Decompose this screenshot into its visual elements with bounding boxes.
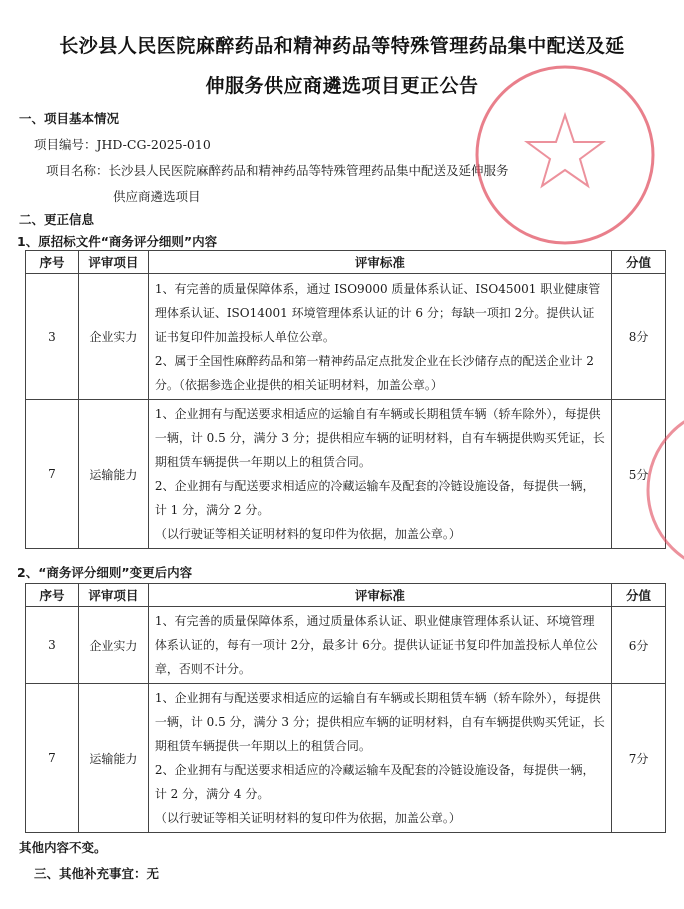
col-no: 序号: [26, 584, 79, 607]
row-score: 7分: [612, 684, 666, 833]
table-header-row: [26, 251, 666, 274]
row-no: 3: [26, 274, 79, 400]
col-item: 评审项目: [78, 251, 148, 274]
col-score: 分值: [612, 584, 666, 607]
criteria-line: （以行驶证等相关证明材料的复印件为依据，加盖公章。）: [154, 527, 461, 541]
row-score: 6分: [612, 607, 666, 684]
project-name-line1: 项目名称：长沙县人民医院麻醉药品和精神药品等特殊管理药品集中配送及延伸服务: [46, 163, 509, 178]
criteria-line: 1、企业拥有与配送要求相适应的运输自有车辆或长期租赁车辆（轿车除外），每提供一辆，计 0.5 分，满分 3 分；提供相应车辆的证明材料，自有车辆提供购买凭证，长期租赁车辆提供一年期以上的租赁合同。: [154, 407, 605, 469]
table-row: [26, 274, 666, 400]
section2-heading: 二、更正信息: [19, 212, 95, 227]
criteria-line: 1、有完善的质量保障体系，通过 ISO9000 质量体系认证、ISO45001 职业健康管理体系认证、ISO14001 环境管理体系认证的计 6 分；每缺一项扣 2分。提供认证证书复印件加盖投标人单位公章。: [154, 281, 601, 344]
row-criteria: [148, 684, 611, 833]
criteria-line: 1、有完善的质量保障体系，通过质量体系认证、职业健康管理体系认证、环境管理体系认证的，每有一项计 2分，最多计 6分。提供认证证书复印件加盖投标人单位公章，否则不计分。: [154, 614, 598, 676]
criteria-line: 2、企业拥有与配送要求相适应的冷藏运输车及配套的冷链设施设备，每提供一辆，计 1 分，满分 2 分。: [154, 479, 595, 517]
other-unchanged-note: 其他内容不变。: [19, 840, 107, 855]
col-item: 评审项目: [78, 584, 148, 607]
col-score: 分值: [612, 251, 666, 274]
row-criteria: [148, 607, 611, 684]
criteria-line: （以行驶证等相关证明材料的复印件为依据，加盖公章。）: [154, 811, 461, 825]
row-score: 5分: [612, 400, 666, 549]
row-score: 8分: [612, 274, 666, 400]
project-name-line2: 供应商遴选项目: [113, 189, 201, 204]
row-no: 3: [26, 607, 79, 684]
row-item: 企业实力: [78, 607, 148, 684]
document-title-line1: 长沙县人民医院麻醉药品和精神药品等特殊管理药品集中配送及延: [59, 35, 625, 57]
row-no: 7: [26, 400, 79, 549]
row-criteria: [148, 400, 611, 549]
project-number: 项目编号：JHD-CG-2025-010: [34, 137, 211, 152]
table-row: [26, 607, 666, 684]
table-row: [26, 684, 666, 833]
revised-table-caption: 2、“商务评分细则”变更后内容: [17, 565, 193, 580]
row-item: 企业实力: [78, 274, 148, 400]
table-row: [26, 400, 666, 549]
document-title-line2: 伸服务供应商遴选项目更正公告: [205, 75, 479, 97]
original-scoring-table: [25, 250, 666, 549]
original-table-caption: 1、原招标文件“商务评分细则”内容: [17, 234, 218, 249]
row-item: 运输能力: [78, 684, 148, 833]
revised-scoring-table: [25, 583, 666, 833]
row-no: 7: [26, 684, 79, 833]
col-no: 序号: [26, 251, 79, 274]
criteria-line: 1、企业拥有与配送要求相适应的运输自有车辆或长期租赁车辆（轿车除外），每提供一辆，计 0.5 分，满分 3 分；提供相应车辆的证明材料，自有车辆提供购买凭证，长期租赁车辆提供一年期以上的租赁合同。: [154, 691, 605, 753]
criteria-line: 2、属于全国性麻醉药品和第一精神药品定点批发企业在长沙储存点的配送企业计 2 分。（依据参选企业提供的相关证明材料，加盖公章。）: [154, 353, 594, 392]
section3-heading: 三、其他补充事宜：无: [34, 866, 160, 881]
table-header-row: [26, 584, 666, 607]
section1-heading: 一、项目基本情况: [19, 111, 120, 126]
col-criteria: 评审标准: [148, 251, 611, 274]
col-criteria: 评审标准: [148, 584, 611, 607]
criteria-line: 2、企业拥有与配送要求相适应的冷藏运输车及配套的冷链设施设备，每提供一辆，计 2 分，满分 4 分。: [154, 763, 595, 801]
row-criteria: [148, 274, 611, 400]
row-item: 运输能力: [78, 400, 148, 549]
